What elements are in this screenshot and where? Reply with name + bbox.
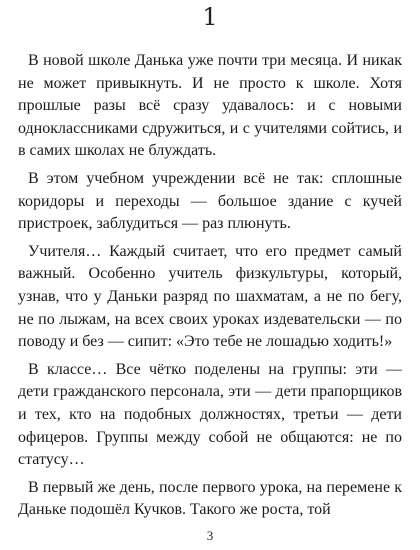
paragraph-4: В классе… Все чётко поделены на группы: эти — дети гражданского персонала, эти — дети прапорщиков и тех, кто на подобных должностях, третьи — дети офицеров. Группы между собой не общаются: не по статусу… [18, 360, 402, 469]
page-number: 3 [206, 528, 214, 543]
paragraph-3: Учителя… Каждый считает, что его предмет самый важный. Особенно учитель физкультуры, который, узнав, что у Даньки разряд по шахматам, а не по бегу, не по лыжам, на всех своих уроках издевательски — по поводу и без — сипит: «Это тебе не лошадью ходить!» [18, 242, 402, 351]
chapter-number: 1 [202, 3, 218, 31]
paragraph-5: В первый же день, после первого урока, на перемене к Даньке подошёл Кучков. Такого же роста, той [18, 478, 402, 519]
chapter-text [18, 50, 402, 527]
paragraph-2: В этом учебном учреждении всё не так: сплошные коридоры и переходы — большое здание с кучей пристроек, заблудиться — раз плюнуть. [18, 169, 402, 233]
paragraph-1: В новой школе Данька уже почти три месяца. И никак не может привыкнуть. И не просто к школе. Хотя прошлые разы всё сразу удавалось: и с новыми одноклассниками сдружиться, и с учителями сойтись, и в самих школах не блуждать. [18, 52, 402, 160]
